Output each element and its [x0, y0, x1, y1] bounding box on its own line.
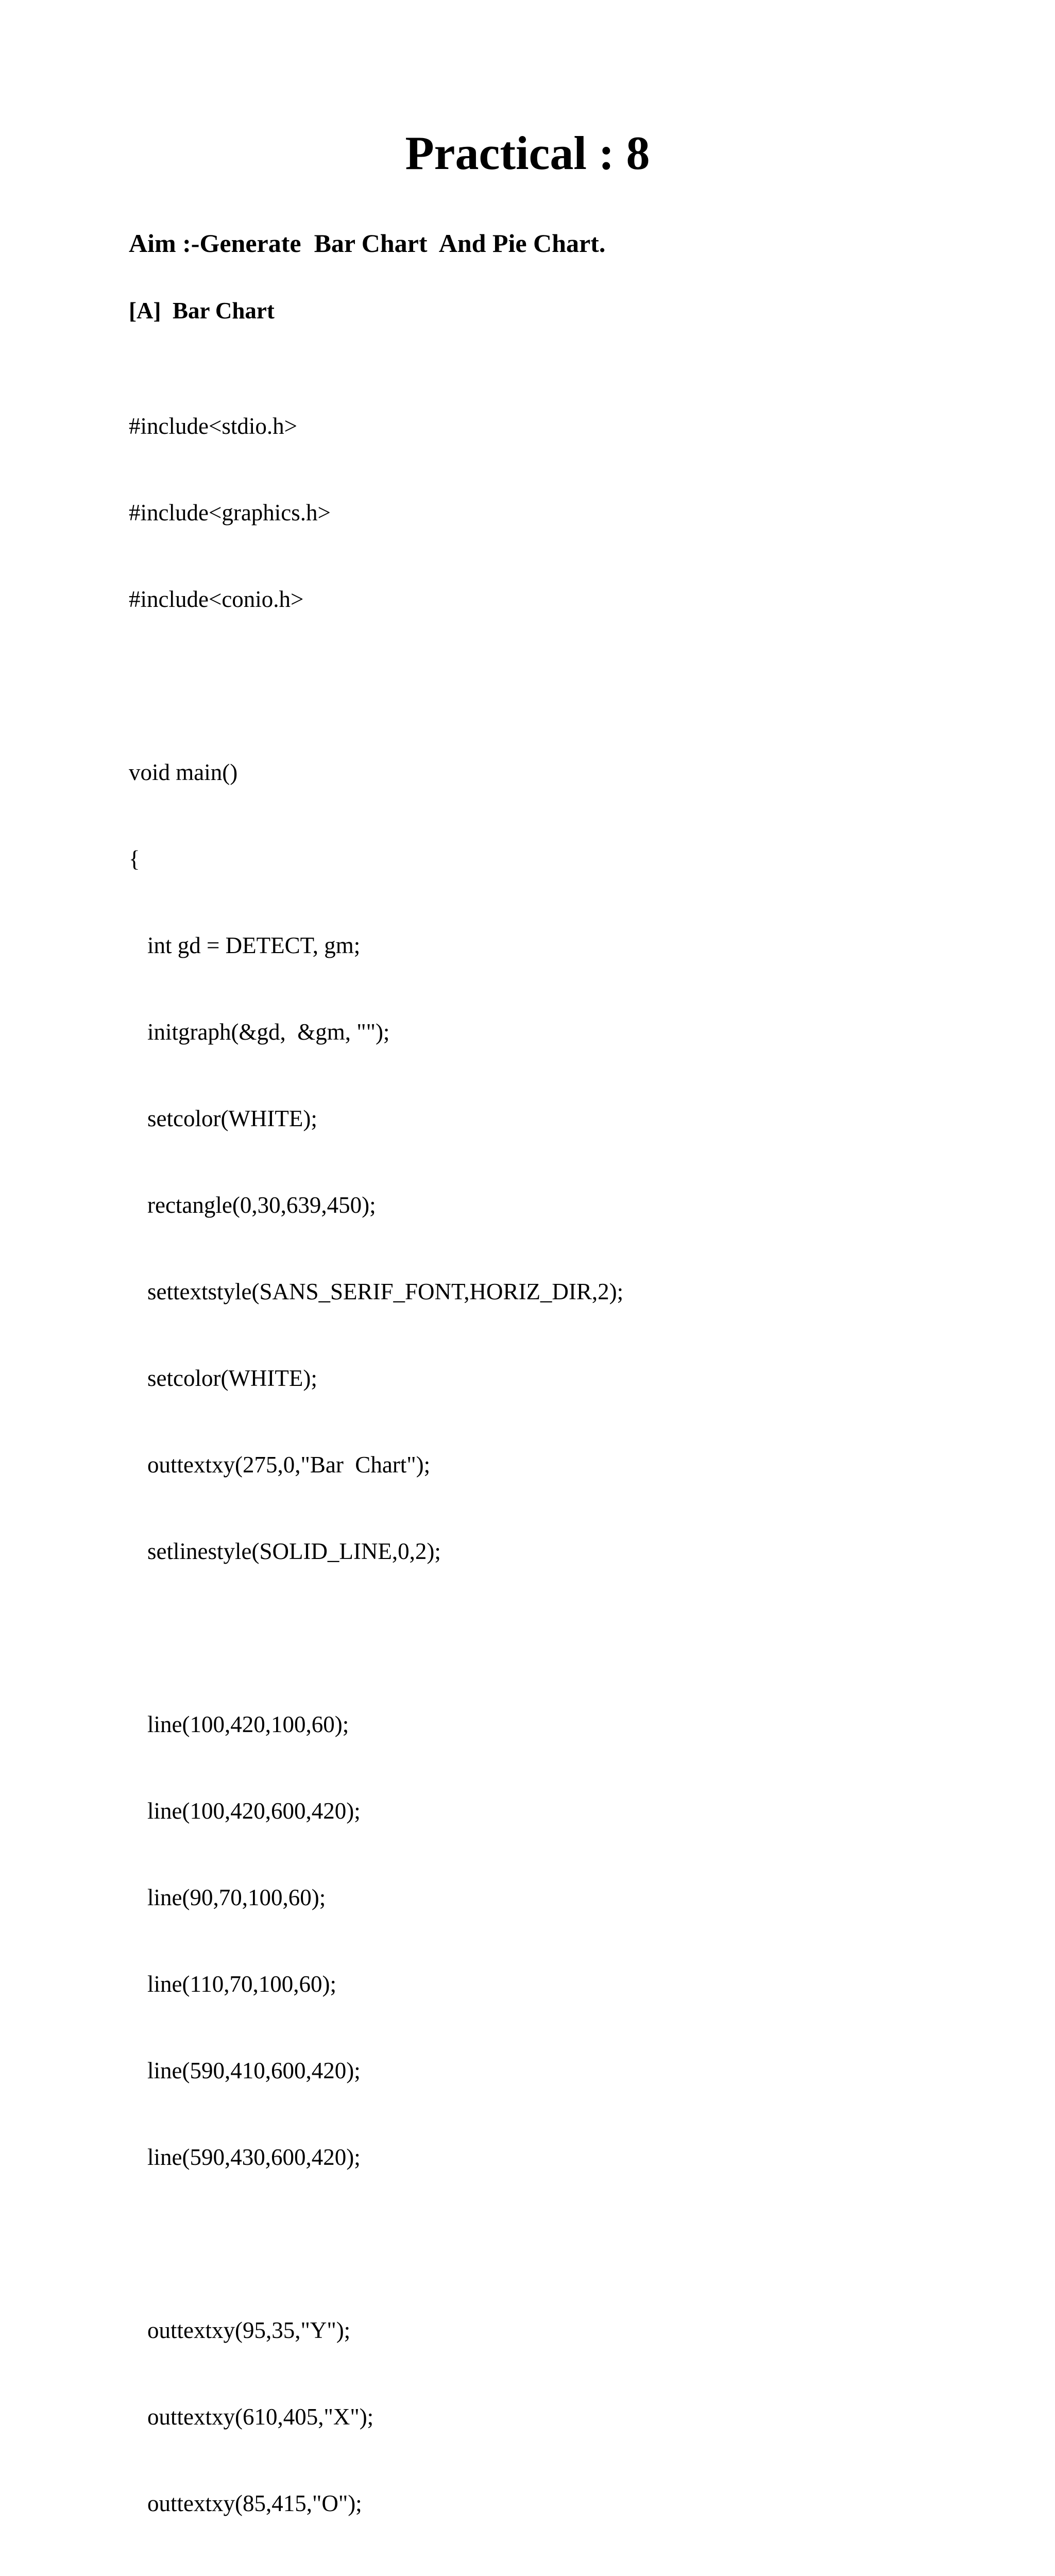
code-line: line(100,420,600,420); — [147, 1798, 361, 1824]
code-line: outtextxy(610,405,"X"); — [147, 2404, 374, 2430]
section-heading: [A] Bar Chart — [129, 298, 275, 324]
aim-heading: Aim :-Generate Bar Chart And Pie Chart. — [129, 229, 606, 258]
code-line: { — [129, 846, 140, 872]
code-line: line(110,70,100,60); — [147, 1971, 337, 1997]
code-line: rectangle(0,30,639,450); — [147, 1192, 376, 1218]
code-line: setlinestyle(SOLID_LINE,0,2); — [147, 1538, 441, 1564]
code-line: #include<stdio.h> — [129, 413, 297, 439]
code-block — [129, 356, 623, 2576]
code-line: setcolor(WHITE); — [147, 1106, 317, 1131]
code-line: #include<graphics.h> — [129, 500, 331, 526]
code-line: setcolor(WHITE); — [147, 1365, 317, 1391]
code-line: line(90,70,100,60); — [147, 1885, 326, 1910]
code-line — [129, 669, 623, 702]
code-line — [129, 2573, 623, 2576]
page-title: Practical : 8 — [405, 127, 650, 179]
code-line — [129, 1621, 623, 1654]
code-line — [129, 2227, 623, 2260]
code-line: outtextxy(95,35,"Y"); — [147, 2317, 351, 2343]
code-line: line(100,420,100,60); — [147, 1711, 349, 1737]
code-line: #include<conio.h> — [129, 586, 304, 612]
code-line: outtextxy(275,0,"Bar Chart"); — [147, 1452, 431, 1478]
code-line: line(590,410,600,420); — [147, 2058, 361, 2083]
code-line: void main() — [129, 759, 238, 785]
code-line: line(590,430,600,420); — [147, 2144, 361, 2170]
code-line: outtextxy(85,415,"O"); — [147, 2490, 362, 2516]
code-line: settextstyle(SANS_SERIF_FONT,HORIZ_DIR,2); — [147, 1279, 624, 1304]
code-line: initgraph(&gd, &gm, ""); — [147, 1019, 390, 1045]
code-line: int gd = DETECT, gm; — [147, 933, 361, 958]
